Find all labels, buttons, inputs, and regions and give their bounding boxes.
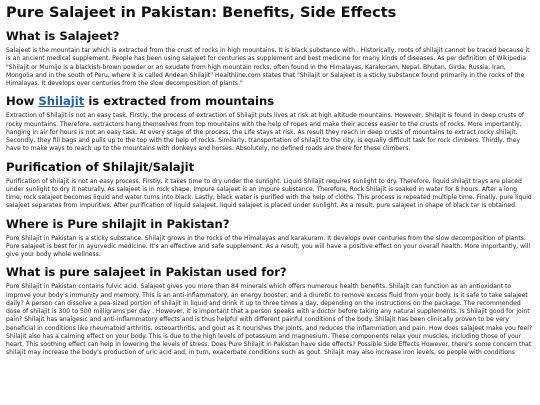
page-title: Pure Salajeet in Pakistan: Benefits, Side Effects: [6, 5, 397, 21]
section-body-what-is-salajeet: Salajeet is the mountain tar which is extracted from the crust of rocks in high mountains. It is black substance with . Historically, roots of shilajit cannot be traced because it is an ancient medical supplement. People has been using salajeet for centuries as supplement and best medicine for many kinds of diseases. As per definition of Wikipedia "Shilajit or Mumijo is a blackish-brown powder or an exudate from high mountain rocks, often found in the Himalayas, Karakoram, Nepal, Bhutan, Girda, Russia, Iran, Mongolia and in the south of Peru, where it is called Andean Shilajit" Healthline.com states that "Shilajit or Salajeet is a sticky substance found primarily in the rocks of the Himalayas. It develops over centuries from the slow decomposition of plants.": [6, 47, 530, 87]
section-heading-uses: What is pure salajeet in Pakistan used for?: [6, 265, 287, 280]
section-body-where-pure-shilajit: Pure Shilajit in Pakistan is a sticky substance. Shilajit grows in the rocks of the Himalayas and karakuram. It develops over centuries from the slow decomposition of plants. Pure salajeet is best for in ayurvedic medicine. It's an effective and safe supplement. As a result, you will have a positive effect on your overall health. More importantly, will give your body whole wellness.: [6, 234, 531, 258]
heading-prefix: How: [6, 94, 39, 109]
section-heading-what-is-salajeet: What is Salajeet?: [6, 29, 120, 43]
section-heading-extraction: [6, 94, 534, 109]
section-heading-where-pure-shilajit: Where is Pure shilajit in Pakistan?: [6, 216, 230, 231]
section-heading-purification: Purification of Shilajit/Salajit: [6, 159, 195, 174]
heading-suffix: is extracted from mountains: [84, 94, 275, 109]
section-body-extraction: Extraction of Shilajit is not an easy task. Firstly, the process of extraction of Shilajit puts lives at risk at high altitude mountains. However, Shilajit is found in deep crusts of rocky mountains. Therefore, extractors hang themselves from top mountains with the help of ropes and make their access easier to the crusts of rocks. More importantly, hanging in air for hours is not an easy task. At every stage of the process, the Life stays at risk. As result they reach in deep crusts of mountains to extract rocky shilajit. Secondly, they fill bags and pulls up to the top with the help of rocks. Similarly, transportation of shilajit to the city, is equally difficult task for rock climbers. Thirdly, they have to make ways to reach up to the mountains with donkeys and horses. Absolutely, no defined roads are there for these climbers.: [6, 112, 525, 153]
section-body-purification: Purification of shilajit is not an easy process. Firstly, it takes time to dry under the sunlight. Liquid Shilajit requires sunlight to dry. Therefore, liquid shilajit trays are placed under sunlight to dry it naturally. As salajeet is in rock shape. Impure salajeet is an impure substance. Therefore, Rock Shilajit is soaked in water for 8 hours. After a long time, rock salajeet becomes liquid and water turns into black. Lastly, black water is purified with the help of cloths. This process is repeated multiple time. Finally, pure liquid salajeet separates from impurities. After purification of liquid salajeet, liquid salajeet is placed under sunlight. As a result, pure salajeet in shape of black tar is obtained.: [6, 177, 532, 210]
section-body-uses: Pure Shilajit in Pakistan contains fulvic acid. Salajeet gives you more than 84 minerals which offers numerous health benefits. Shilajit can function as an antioxidant to improve your body's immunity and memory. This is an anti-inflammatory, an energy booster, and a diuretic to remove excess fluid from your body. Is it safe to take salajeet daily? A person can dissolve a pea-sized portion of shilajit in liquid and drink it up to three times a day, depending on the instructions on the package. The recommended dose of shilajit is 300 to 500 milligrams per day . However, it is important that a person speaks with a doctor before taking any natural supplements. Is Shilajit good for joint pain? Shilajit has analgesic and anti-inflammatory effects and is thus helpful with different painful conditions of the body. Shilajit has been clinically proven to be very beneficial in conditions like rheumatoid arthritis, osteoarthritis, and gout as it nourishes the joints, and reduces the inflammation and pain. How does salajeet make you feel? Shilajit also has a calming effect on your body. This is due to the high levels of potassium and magnesium. These components relax your muscles, including those of your heart. This soothing effect can help in lowering the levels of stress. Does Pure Shilajit in Pakistan have side effects? Possible Side Effects However, there's some concern that shilajit may increase the body's production of uric acid and, in turn, exacerbate conditions such as gout. Shilajit may also increase iron levels, so people with conditions: [6, 283, 533, 357]
shilajit-link[interactable]: Shilajit: [38, 94, 85, 109]
